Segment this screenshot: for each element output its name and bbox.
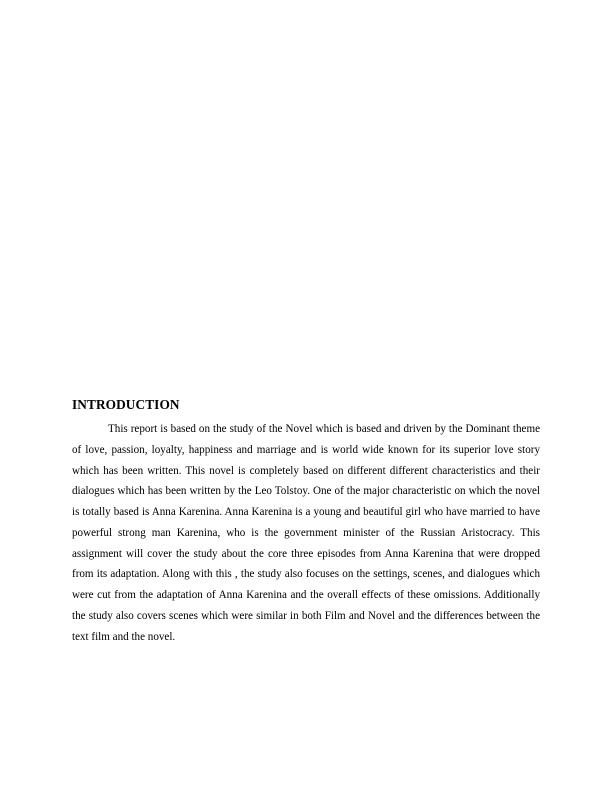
introduction-paragraph: This report is based on the study of the Novel which is based and driven by the Dominant theme of love, passion, loyalty, happiness and marriage and is world wide known for its superior love story which has been written. This novel is completely based on different different characteristics and their dialogues which has been written by the Leo Tolstoy. One of the major characteristic on which the novel is totally based is Anna Karenina. Anna Karenina is a young and beautiful girl who have married to have powerful strong man Karenina, who is the government minister of the Russian Aristocracy. This assignment will cover the study about the core three episodes from Anna Karenina that were dropped from its adaptation. Along with this , the study also focuses on the settings, scenes, and dialogues which were cut from the adaptation of Anna Karenina and the overall effects of these omissions. Additionally the study also covers scenes which were similar in both Film and Novel and the differences between the text film and the novel.	[72, 423, 540, 643]
section-heading: INTRODUCTION	[72, 397, 180, 412]
